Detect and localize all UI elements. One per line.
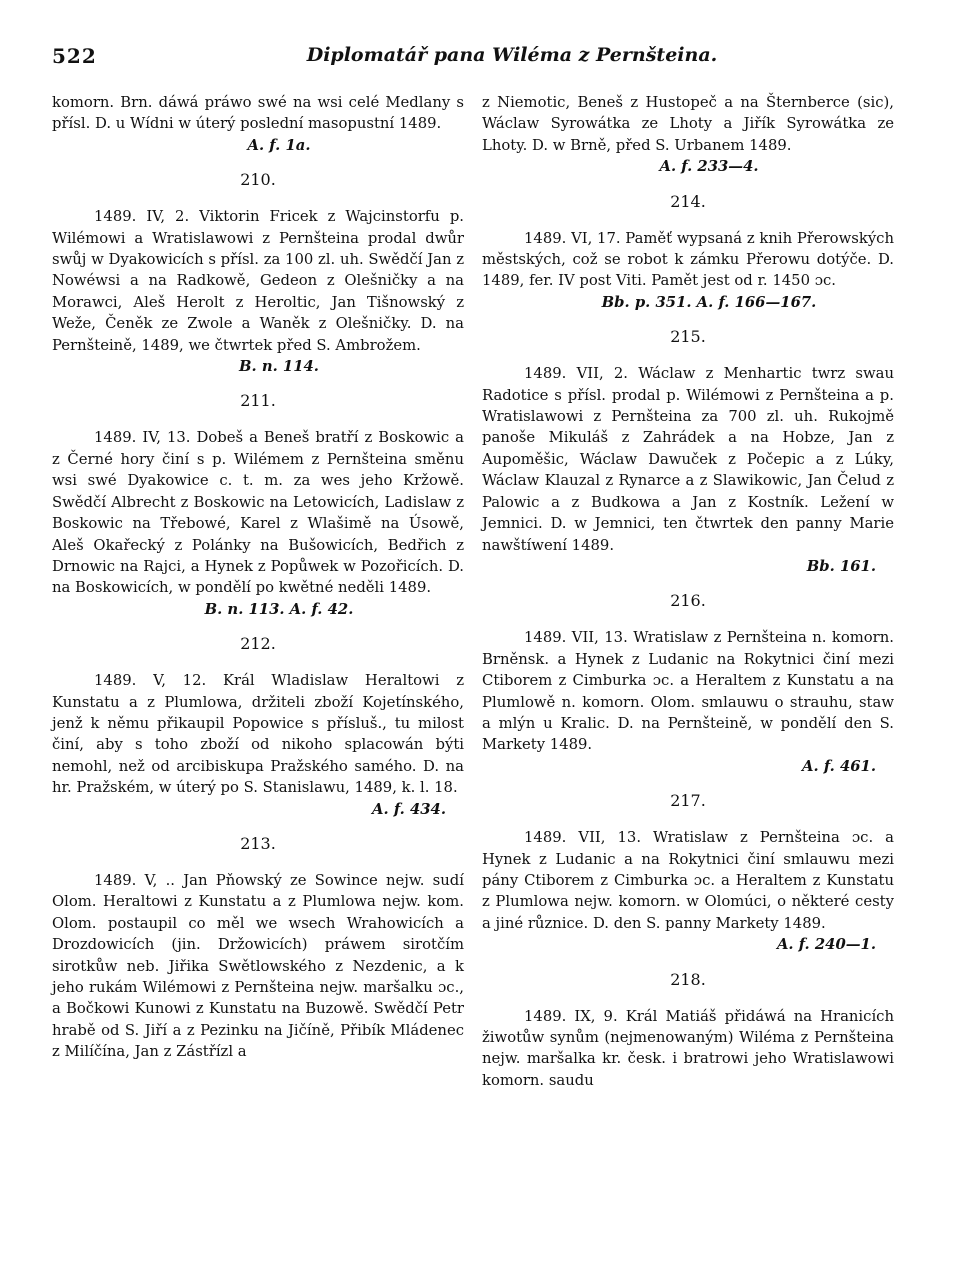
entry-210 <box>52 168 464 377</box>
entry-source: Bb. 161. <box>806 557 876 575</box>
entry-209-continued <box>52 92 464 156</box>
entry-number: 216. <box>670 591 706 611</box>
entry-number: 218. <box>670 969 706 989</box>
entry-218 <box>482 968 894 1092</box>
entry-213-continued <box>482 92 894 178</box>
entry-source: A. f. 461. <box>802 757 876 775</box>
running-title: Diplomatář pana Wiléma z Pernšteina. <box>306 44 718 66</box>
entry-number: 210. <box>240 170 276 190</box>
entry-212 <box>52 632 464 820</box>
page-header <box>52 44 920 74</box>
entry-number: 217. <box>670 791 706 811</box>
page-number: 522 <box>52 44 97 68</box>
entry-number: 211. <box>240 391 276 411</box>
entry-source: B. n. 113. A. f. 42. <box>204 600 354 618</box>
entry-text: 1489. V, 12. Král Wladislaw Heraltowi z Kunstatu a z Plumlowa, držiteli zboží Kojetínského, jenž k němu přikaupil Popowice s přísluš., tu milost činí, aby s toho zboží od nikoho splacowán býti nemohl, než od arcibiskupa Pražského samého. D. na hr. Pražském, w úterý po S. Stanislawu, 1489, k. l. 18. <box>52 672 464 797</box>
entry-text: 1489. IV, 13. Dobeš a Beneš bratří z Boskowic a z Černé hory činí s p. Wilémem z Pernšteina směnu wsi swé Dyakowice c. t. m. za wes jeho Kržowě. Swědčí Albrecht z Boskowic na Letowicích, Ladislaw z Boskowic na Třebowé, Karel z Wlašimě na Úsowě, Aleš Okařecký z Polánky na Bušowicích, Bedřich z Drnowic na Rajci, a Hynek z Popůwek w Pozořicích. D. na Boskowicích, w pondělí po kwětné neděli 1489. <box>52 429 464 597</box>
entry-text: 1489. VI, 17. Paměť wypsaná z knih Přerowských městských, což se robot k zámku Přerowu dotýče. D. 1489, fer. IV post Viti. Pamět jest od r. 1450 ɔc. <box>482 229 894 290</box>
entry-text: 1489. V, .. Jan Pňowský ze Sowince nejw. sudí Olom. Heraltowi z Kunstatu a z Plumlowa nejw. kom. Olom. postaupil co měl we wsech Wrahowicích a Drozdowicích (jin. Držowicích) práwem sirotčím sirotkůw neb. Jiřika Swětlowského z Nezdenic, a k jeho rukám Wilémowi z Pernšteina nejw. maršalku ɔc., a Bočkowi Kunowi z Kunstatu na Buzowě. Swědčí Petr hrabě od S. Jiří a z Pezinku na Jičíně, Přibík Mládenec z Milíčína, Jan z Zástřízl a <box>52 871 464 1061</box>
entry-source: A. f. 240—1. <box>776 936 876 954</box>
entry-214 <box>482 190 894 314</box>
entry-text: z Niemotic, Beneš z Hustopeč a na Šternberce (sic), Wáclaw Syrowátka ze Lhoty a Jiřík Syrowátka ze Lhoty. D. w Brně, před S. Urbanem 1489. <box>482 94 894 154</box>
entry-source: A. f. 233—4. <box>659 158 759 176</box>
entry-number: 213. <box>240 833 276 853</box>
entry-source: B. n. 114. <box>239 358 319 376</box>
entry-text: 1489. IX, 9. Král Matiáš přidáwá na Hranicích žiwotůw synům (nejmenowaným) Wiléma z Pernšteina nejw. maršalka kr. česk. i bratrowi jeho Wratislawowi komorn. saudu <box>482 1007 894 1089</box>
entry-source: A. f. 434. <box>372 800 446 818</box>
entry-213 <box>52 832 464 1063</box>
right-column <box>482 92 894 1091</box>
entry-number: 215. <box>670 327 706 347</box>
entry-217 <box>482 789 894 955</box>
entry-text: 1489. IV, 2. Viktorin Fricek z Wajcinstorfu p. Wilémowi a Wratislawowi z Pernšteina prodal dwůr swůj w Dyakowicích s přísl. za 100 zl. uh. Swědčí Jan z Nowéwsi a na Radkowě, Gedeon z Olešničky a na Morawci, Aleš Herolt z Heroltic, Jan Tišnowský z Weže, Čeněk ze Zwole a Waněk z Olešničky. D. na Pernšteině, 1489, we čtwrtek před S. Ambrožem. <box>52 208 464 354</box>
entry-number: 212. <box>240 634 276 654</box>
entry-source: A. f. 1a. <box>247 136 311 154</box>
entry-text: komorn. Brn. dáwá práwo swé na wsi celé Medlany s přísl. D. u Wídni w úterý poslední masopustní 1489. <box>52 94 464 133</box>
entry-source: Bb. p. 351. A. f. 166—167. <box>601 293 817 311</box>
entry-215 <box>482 325 894 577</box>
entry-number: 214. <box>670 191 706 211</box>
entry-text: 1489. VII, 13. Wratislaw z Pernšteina n. komorn. Brněnsk. a Hynek z Ludanic na Rokytnici činí mezi Ctiborem z Cimburka ɔc. a Heraltem z Kunstatu a na Plumlowě n. komorn. Olom. smlauwu o strauhu, staw a mlýn u Kralic. D. na Pernšteině, w pondělí den S. Markety 1489. <box>482 629 894 754</box>
entry-211 <box>52 389 464 620</box>
entry-text: 1489. VII, 13. Wratislaw z Pernšteina ɔc. a Hynek z Ludanic a na Rokytnici činí smlauwu mezi pány Ctiborem z Cimburka ɔc. a Heraltem z Kunstatu z Plumlowa nejw. komorn. w Olomúci, o některé cesty a jiné různice. D. den S. panny Markety 1489. <box>482 829 894 932</box>
left-column <box>52 92 464 1063</box>
entry-text: 1489. VII, 2. Wáclaw z Menhartic twrz swau Radotice s přísl. prodal p. Wilémowi z Pernšteina a p. Wratislawowi z Pernšteina za 700 zl. uh. Rukojmě panoše Mikuláš z Zahrádek a na Hobze, Jan z Aupoměšic, Wáclaw Dawuček z Počepic a z Lúky, Wáclaw Klauzal z Rynarce a z Slawikowic, Jan Čelud z Palowic a z Budkowa a Jan z Kostník. Ležení w Jemnici. D. w Jemnici, ten čtwrtek den panny Marie nawštíwení 1489. <box>482 365 894 554</box>
entry-216 <box>482 589 894 777</box>
